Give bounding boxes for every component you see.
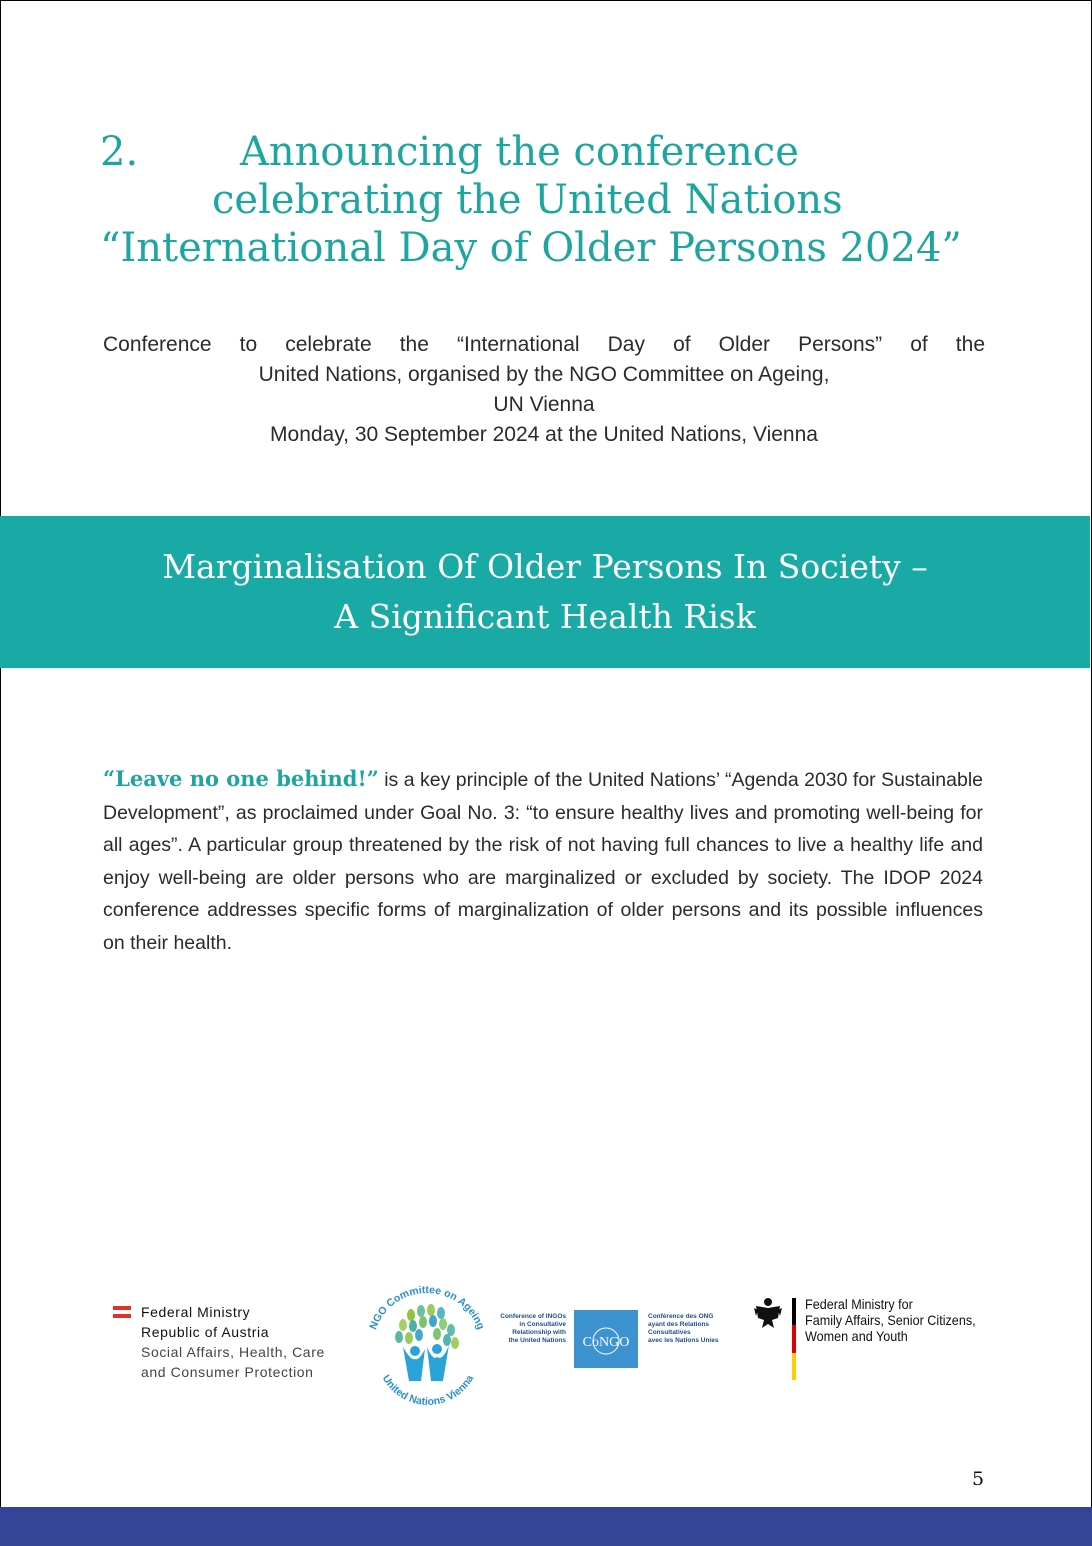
austria-line-2: Republic of Austria <box>141 1324 270 1340</box>
congo-logo <box>500 1310 718 1368</box>
congo-right-line-2: ayant des Relations <box>648 1321 710 1328</box>
svg-text:United Nations Vienna <box>380 1373 477 1405</box>
conference-intro <box>103 330 985 450</box>
ngo-top-text: NGO Committee on Ageing <box>367 1285 487 1332</box>
ngo-bottom-text: United Nations Vienna <box>379 1372 477 1405</box>
heading-line-3: “International Day of Older Persons 2024” <box>100 225 962 271</box>
body-paragraph <box>103 763 983 959</box>
ngo-committee-logo <box>355 1285 500 1405</box>
congo-emblem-icon <box>574 1310 638 1368</box>
congo-left-line-4: the United Nations <box>508 1337 566 1344</box>
german-flag-bar-icon <box>792 1298 796 1380</box>
germany-line-2: Family Affairs, Senior Citizens, <box>805 1312 976 1328</box>
banner-line-2: A Significant Health Risk <box>334 597 756 636</box>
austria-line-1: Federal Ministry <box>141 1304 251 1320</box>
congo-mark-text: CoNGO <box>582 1335 630 1350</box>
intro-line-3: UN Vienna <box>493 393 595 416</box>
theme-banner <box>0 516 1090 668</box>
congo-left-line-2: in Consultative <box>519 1321 566 1328</box>
federal-eagle-icon <box>752 1296 784 1332</box>
page-number: 5 <box>972 1468 985 1490</box>
section-number: 2. <box>100 129 139 175</box>
leave-no-one-behind-quote: “Leave no one behind!” <box>103 766 379 791</box>
svg-text:NGO Committee on Ageing <box>367 1285 487 1331</box>
austria-flag-icon <box>113 1306 131 1318</box>
germany-line-1: Federal Ministry for <box>805 1296 913 1312</box>
congo-left-line-3: Relationship with <box>512 1329 566 1336</box>
people-figures-icon <box>403 1344 449 1381</box>
banner-line-1: Marginalisation Of Older Persons In Society – <box>162 547 928 586</box>
intro-line-1: Conference to celebrate the “International Day of Older Persons” of the <box>103 333 985 356</box>
germany-ministry-logo <box>752 1296 992 1382</box>
congo-left-line-1: Conference of INGOs <box>500 1313 566 1320</box>
intro-line-4: Monday, 30 September 2024 at the United Nations, Vienna <box>270 423 818 446</box>
intro-line-2: United Nations, organised by the NGO Committee on Ageing, <box>258 363 830 386</box>
congo-right-line-1: Conférence des ONG <box>648 1313 714 1320</box>
austria-line-3: Social Affairs, Health, Care <box>141 1344 325 1360</box>
congo-right-line-4: avec les Nations Unies <box>648 1337 719 1344</box>
footer-bar <box>0 1507 1092 1546</box>
congo-right-line-3: Consultatives <box>648 1329 691 1336</box>
heading-line-1: Announcing the conference <box>240 129 799 175</box>
austria-line-4: and Consumer Protection <box>141 1364 314 1380</box>
tree-leaves-icon <box>395 1304 459 1349</box>
austria-ministry-logo <box>113 1302 325 1382</box>
heading-line-2: celebrating the United Nations <box>212 177 843 223</box>
body-text: is a key principle of the United Nations’ “Agenda 2030 for Sustainable Development”, as proclaimed under Goal No. 3: “to ensure healthy lives and promoting well-being for all ages”. A particular group threatened by the risk of not having full chances to live a healthy life and enjoy well-being are older persons who are marginalized or excluded by society. The IDOP 2024 conference addresses specific forms of marginalization of older persons and its possible influences on their health. <box>103 769 983 954</box>
germany-line-3: Women and Youth <box>805 1328 908 1344</box>
section-heading <box>100 128 980 272</box>
